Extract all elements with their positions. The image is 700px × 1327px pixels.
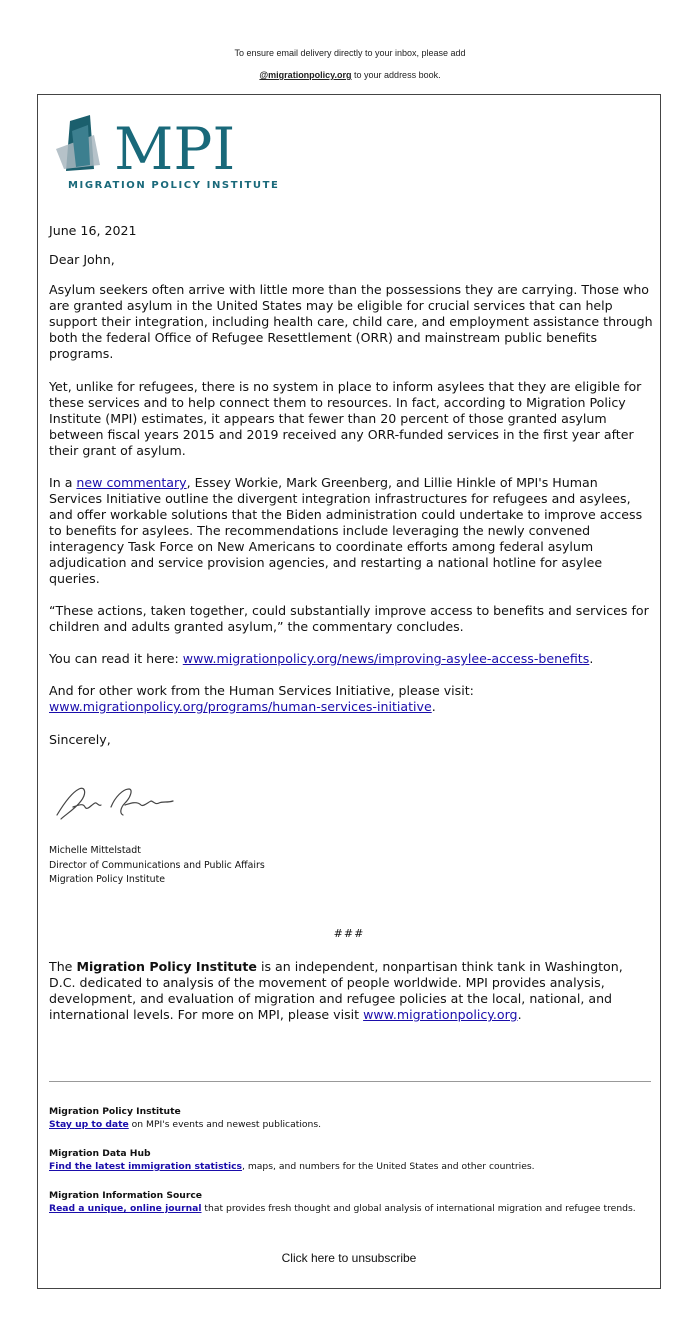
footer-line [49,1202,653,1215]
signer-title: Director of Communications and Public Affairs [49,859,265,871]
footer-divider [49,1081,651,1082]
paragraph-4 [49,603,653,635]
stay-up-to-date-link[interactable]: Stay up to date [49,1119,129,1130]
preheader [0,42,700,86]
preheader-line2-suffix: to your address book. [351,70,441,80]
signature-image [49,771,189,831]
paragraph-5-text [49,651,653,667]
address-link[interactable]: @migrationpolicy.org [259,70,352,80]
signer-name: Michelle Mittelstadt [49,845,141,856]
paragraph-5-suffix: . [589,651,594,666]
letter-date: June 16, 2021 [49,223,137,238]
human-services-link[interactable]: www.migrationpolicy.org/programs/human-services-initiative [49,699,432,714]
signer-block [49,844,265,888]
paragraph-2-text: Yet, unlike for refugees, there is no system in place to inform asylees that they are eligible for these services and to help connect them to resources. In fact, according to Migration Policy Institute (MPI) estimates, it appears that fewer than 20 percent of those granted asylum between fiscal years 2015 and 2019 received any ORR-funded services in the first year after their grant of asylum. [49,379,642,458]
paragraph-3-prefix: In a [49,475,77,490]
paragraph-6-link-line [49,699,653,715]
separator-mark: ### [333,927,365,940]
footer-title: Migration Information Source [49,1190,203,1201]
paragraph-5 [49,651,653,667]
paragraph-1 [49,282,653,362]
about-paragraph [49,959,653,1023]
letter-closing: Sincerely, [49,732,111,747]
footer-block-information-source [49,1189,653,1215]
about-prefix: The [49,959,77,974]
unsubscribe-link[interactable]: Click here to unsubscribe [281,1251,417,1265]
footer-title: Migration Data Hub [49,1148,151,1159]
letter-greeting: Dear John, [49,252,115,267]
paragraph-1-text: Asylum seekers often arrive with little more than the possessions they are carrying. Those who are granted asylum in the United States may be eligible for crucial services that can help support their integration, including health care, child care, and employment assistance through both the federal Office of Refugee Resettlement (ORR) and mainstream public benefits programs. [49,282,653,361]
about-text [49,959,653,1023]
paragraph-6-prefix: And for other work from the Human Services Initiative, please visit: [49,683,474,698]
immigration-statistics-link[interactable]: Find the latest immigration statistics [49,1161,243,1172]
footer-text: on MPI's events and newest publications. [128,1119,322,1130]
preheader-line1: To ensure email delivery directly to your inbox, please add [234,48,466,58]
paragraph-4-text: “These actions, taken together, could substantially improve access to benefits and services for children and adults granted asylum,” the commentary concludes. [49,603,649,634]
about-suffix: . [517,1007,522,1022]
footer-line [49,1118,653,1131]
paragraph-6 [49,683,653,715]
footer-text: that provides fresh thought and global analysis of international migration and refugee trends. [201,1203,636,1214]
footer-text: , maps, and numbers for the United States and other countries. [242,1161,535,1172]
paragraph-5-prefix: You can read it here: [49,651,183,666]
online-journal-link[interactable]: Read a unique, online journal [49,1203,202,1214]
footer-line [49,1160,653,1173]
footer-block-mpi [49,1105,653,1131]
email-body [37,94,661,1289]
about-rest: is an independent, nonpartisan think tank in Washington, D.C. dedicated to analysis of the movement of people worldwide. MPI provides analysis, development, and evaluation of migration and refugee policies at the local, national, and international levels. For more on MPI, please visit [49,959,623,1022]
logo-institute-name: MIGRATION POLICY INSTITUTE [68,180,280,191]
paragraph-3 [49,475,653,587]
logo-letters: MPI [114,115,236,183]
paragraph-3-text [49,475,653,587]
mpi-website-link[interactable]: www.migrationpolicy.org [363,1007,518,1022]
about-bold: Migration Policy Institute [76,959,257,974]
footer-title: Migration Policy Institute [49,1106,181,1117]
paragraph-3-rest: , Essey Workie, Mark Greenberg, and Lillie Hinkle of MPI's Human Services Initiative outline the divergent integration infrastructures for refugees and asylees, and offer workable solutions that the Biden administration could undertake to improve access to benefits for asylees. The recommendations include leveraging the newly convened interagency Task Force on New Americans to coordinate efforts among federal asylum adjudication and service provision agencies, and restarting a national hotline for asylee queries. [49,475,643,586]
paragraph-6-suffix: . [431,699,436,714]
paragraph-2 [49,379,653,459]
signer-org: Migration Policy Institute [49,874,166,885]
new-commentary-link[interactable]: new commentary [76,475,187,490]
footer-block-data-hub [49,1147,653,1173]
preheader-line2 [0,64,700,86]
commentary-url-link[interactable]: www.migrationpolicy.org/news/improving-asylee-access-benefits [182,651,590,666]
